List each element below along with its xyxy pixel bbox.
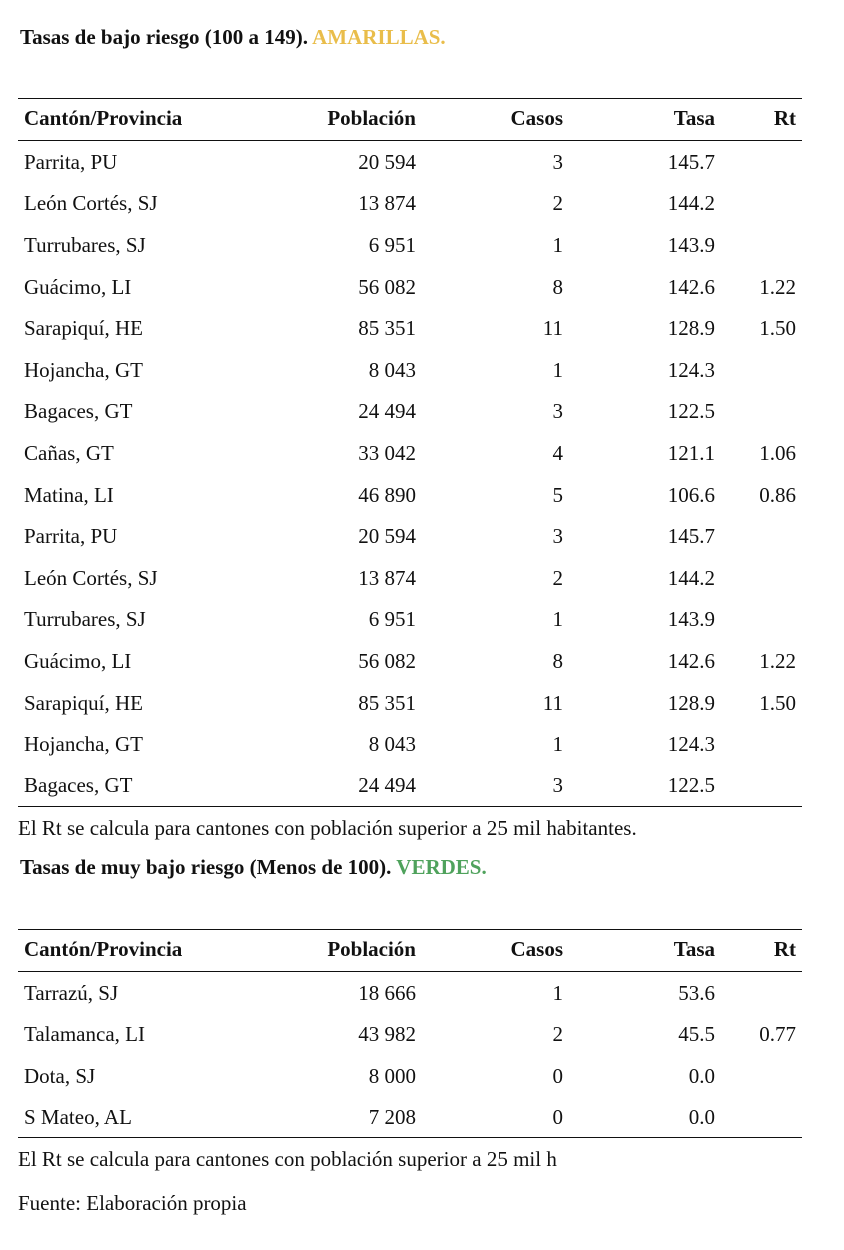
cell-tasa: 122.5 xyxy=(569,764,721,806)
cell-canton: Sarapiquí, HE xyxy=(24,316,143,341)
cell-rt: 0.86 xyxy=(759,482,796,507)
cell-canton: S Mateo, AL xyxy=(18,1096,240,1138)
col-header-casos: Casos xyxy=(422,930,569,972)
cell-canton: Dota, SJ xyxy=(24,1063,96,1088)
col-header-tasa: Tasa xyxy=(569,930,721,972)
cell-canton: Sarapiquí, HE xyxy=(24,690,143,715)
table-row xyxy=(18,224,802,266)
cell-tasa: 144.2 xyxy=(667,191,715,216)
cell-poblacion: 24 494 xyxy=(240,764,422,806)
table-row xyxy=(18,182,802,224)
cell-poblacion: 33 042 xyxy=(358,440,416,465)
cell-canton: León Cortés, SJ xyxy=(24,191,158,216)
cell-canton: Talamanca, LI xyxy=(24,1022,145,1047)
col-header-poblacion: Población xyxy=(240,930,422,972)
cell-tasa: 122.5 xyxy=(667,399,715,424)
low-risk-table xyxy=(18,98,802,807)
cell-canton: Cañas, GT xyxy=(24,440,114,465)
table-row xyxy=(18,141,802,183)
table-row xyxy=(18,265,802,307)
cell-rt xyxy=(721,224,802,266)
cell-rt: 1.50 xyxy=(759,690,796,715)
table-header-row xyxy=(18,930,802,972)
cell-rt xyxy=(721,515,802,557)
cell-casos: 1 xyxy=(552,732,563,757)
cell-casos: 2 xyxy=(552,191,563,216)
cell-casos: 3 xyxy=(552,150,563,175)
very-low-risk-table xyxy=(18,929,802,1138)
table-row xyxy=(18,473,802,515)
cell-poblacion: 24 494 xyxy=(358,399,416,424)
cell-tasa: 0.0 xyxy=(688,1063,715,1088)
cell-casos: 1 xyxy=(552,607,563,632)
cell-tasa: 145.7 xyxy=(667,150,715,175)
cell-rt xyxy=(721,348,802,390)
section1-highlight: AMARILLAS. xyxy=(312,25,446,49)
cell-rt xyxy=(721,556,802,598)
cell-tasa: 128.9 xyxy=(667,316,715,341)
cell-tasa: 143.9 xyxy=(667,232,715,257)
col-header-rt: Rt xyxy=(721,99,802,141)
cell-poblacion: 8 043 xyxy=(368,357,416,382)
col-header-poblacion: Población xyxy=(240,99,422,141)
table-header-row xyxy=(18,99,802,141)
col-header-rt: Rt xyxy=(721,930,802,972)
cell-tasa: 142.6 xyxy=(667,274,715,299)
cell-poblacion: 8 043 xyxy=(368,732,416,757)
cell-rt xyxy=(721,141,802,183)
cell-canton: Parrita, PU xyxy=(24,150,118,175)
cell-casos: 11 xyxy=(542,690,563,715)
cell-poblacion: 46 890 xyxy=(358,482,416,507)
cell-rt: 0.77 xyxy=(759,1022,796,1047)
table-row xyxy=(18,348,802,390)
cell-poblacion: 85 351 xyxy=(358,316,416,341)
cell-poblacion: 13 874 xyxy=(358,191,416,216)
cell-tasa: 106.6 xyxy=(667,482,715,507)
cell-canton: Parrita, PU xyxy=(24,524,118,549)
cell-poblacion: 56 082 xyxy=(358,274,416,299)
cell-rt xyxy=(721,182,802,224)
cell-canton: Hojancha, GT xyxy=(24,357,143,382)
col-header-tasa: Tasa xyxy=(569,99,721,141)
cell-casos: 3 xyxy=(552,399,563,424)
cell-poblacion: 8 000 xyxy=(368,1063,416,1088)
cell-casos: 8 xyxy=(552,648,563,673)
cell-poblacion: 20 594 xyxy=(358,524,416,549)
cell-poblacion: 13 874 xyxy=(358,565,416,590)
cell-rt xyxy=(721,972,802,1014)
cell-tasa: 124.3 xyxy=(667,357,715,382)
cell-tasa: 145.7 xyxy=(667,524,715,549)
cell-poblacion: 43 982 xyxy=(358,1022,416,1047)
cell-tasa: 121.1 xyxy=(667,440,715,465)
col-header-casos: Casos xyxy=(422,99,569,141)
cell-rt xyxy=(721,1096,802,1138)
cell-tasa: 53.6 xyxy=(678,981,715,1006)
cell-rt: 1.22 xyxy=(759,274,796,299)
cell-casos: 11 xyxy=(542,316,563,341)
very-low-risk-table-body xyxy=(18,972,802,1138)
section2-title: Tasas de muy bajo riesgo (Menos de 100). xyxy=(20,855,392,879)
cell-rt xyxy=(721,390,802,432)
section2-heading xyxy=(20,854,487,880)
cell-casos: 5 xyxy=(552,482,563,507)
cell-tasa: 143.9 xyxy=(667,607,715,632)
cell-tasa: 0.0 xyxy=(569,1096,721,1138)
cell-canton: Matina, LI xyxy=(24,482,114,507)
cell-rt: 1.22 xyxy=(759,648,796,673)
section1-title: Tasas de bajo riesgo (100 a 149). xyxy=(20,25,308,49)
cell-poblacion: 7 208 xyxy=(240,1096,422,1138)
source-note: Fuente: Elaboración propia xyxy=(18,1191,247,1215)
section1-note: El Rt se calcula para cantones con población superior a 25 mil habitantes. xyxy=(18,816,637,840)
cell-canton: Tarrazú, SJ xyxy=(24,981,119,1006)
table-row xyxy=(18,640,802,682)
section2-note: El Rt se calcula para cantones con población superior a 25 mil h xyxy=(18,1147,557,1171)
section1-heading xyxy=(20,24,446,50)
cell-rt xyxy=(721,723,802,765)
table-row xyxy=(18,556,802,598)
table-row xyxy=(18,307,802,349)
cell-casos: 2 xyxy=(552,565,563,590)
table-row xyxy=(18,1096,802,1138)
cell-canton: Bagaces, GT xyxy=(18,764,240,806)
cell-poblacion: 6 951 xyxy=(368,232,416,257)
cell-rt xyxy=(721,598,802,640)
cell-casos: 2 xyxy=(552,1022,563,1047)
cell-poblacion: 6 951 xyxy=(368,607,416,632)
table-row xyxy=(18,1055,802,1097)
cell-casos: 1 xyxy=(552,981,563,1006)
cell-tasa: 142.6 xyxy=(667,648,715,673)
cell-tasa: 144.2 xyxy=(667,565,715,590)
cell-rt xyxy=(721,764,802,806)
table-row xyxy=(18,598,802,640)
cell-casos: 0 xyxy=(422,1096,569,1138)
cell-casos: 1 xyxy=(552,357,563,382)
cell-canton: Bagaces, GT xyxy=(24,399,133,424)
section2-highlight: VERDES. xyxy=(396,855,487,879)
cell-canton: León Cortés, SJ xyxy=(24,565,158,590)
cell-casos: 8 xyxy=(552,274,563,299)
table-row xyxy=(18,515,802,557)
cell-rt: 1.50 xyxy=(759,316,796,341)
cell-poblacion: 85 351 xyxy=(358,690,416,715)
cell-canton: Turrubares, SJ xyxy=(24,232,146,257)
cell-canton: Guácimo, LI xyxy=(24,648,132,673)
cell-poblacion: 20 594 xyxy=(358,150,416,175)
table-row xyxy=(18,432,802,474)
cell-tasa: 128.9 xyxy=(667,690,715,715)
table-row xyxy=(18,390,802,432)
cell-canton: Turrubares, SJ xyxy=(24,607,146,632)
cell-tasa: 45.5 xyxy=(678,1022,715,1047)
cell-rt xyxy=(721,1055,802,1097)
table-row xyxy=(18,972,802,1014)
cell-canton: Hojancha, GT xyxy=(24,732,143,757)
cell-casos: 4 xyxy=(552,440,563,465)
cell-casos: 3 xyxy=(552,524,563,549)
table-row xyxy=(18,681,802,723)
cell-casos: 0 xyxy=(552,1063,563,1088)
cell-poblacion: 18 666 xyxy=(358,981,416,1006)
cell-poblacion: 56 082 xyxy=(358,648,416,673)
table-row xyxy=(18,764,802,806)
cell-tasa: 124.3 xyxy=(667,732,715,757)
table-row xyxy=(18,723,802,765)
cell-rt: 1.06 xyxy=(759,440,796,465)
low-risk-table-body xyxy=(18,141,802,807)
col-header-canton: Cantón/Provincia xyxy=(18,930,240,972)
cell-casos: 1 xyxy=(552,232,563,257)
col-header-canton: Cantón/Provincia xyxy=(18,99,240,141)
cell-casos: 3 xyxy=(422,764,569,806)
cell-canton: Guácimo, LI xyxy=(24,274,132,299)
table-row xyxy=(18,1013,802,1055)
